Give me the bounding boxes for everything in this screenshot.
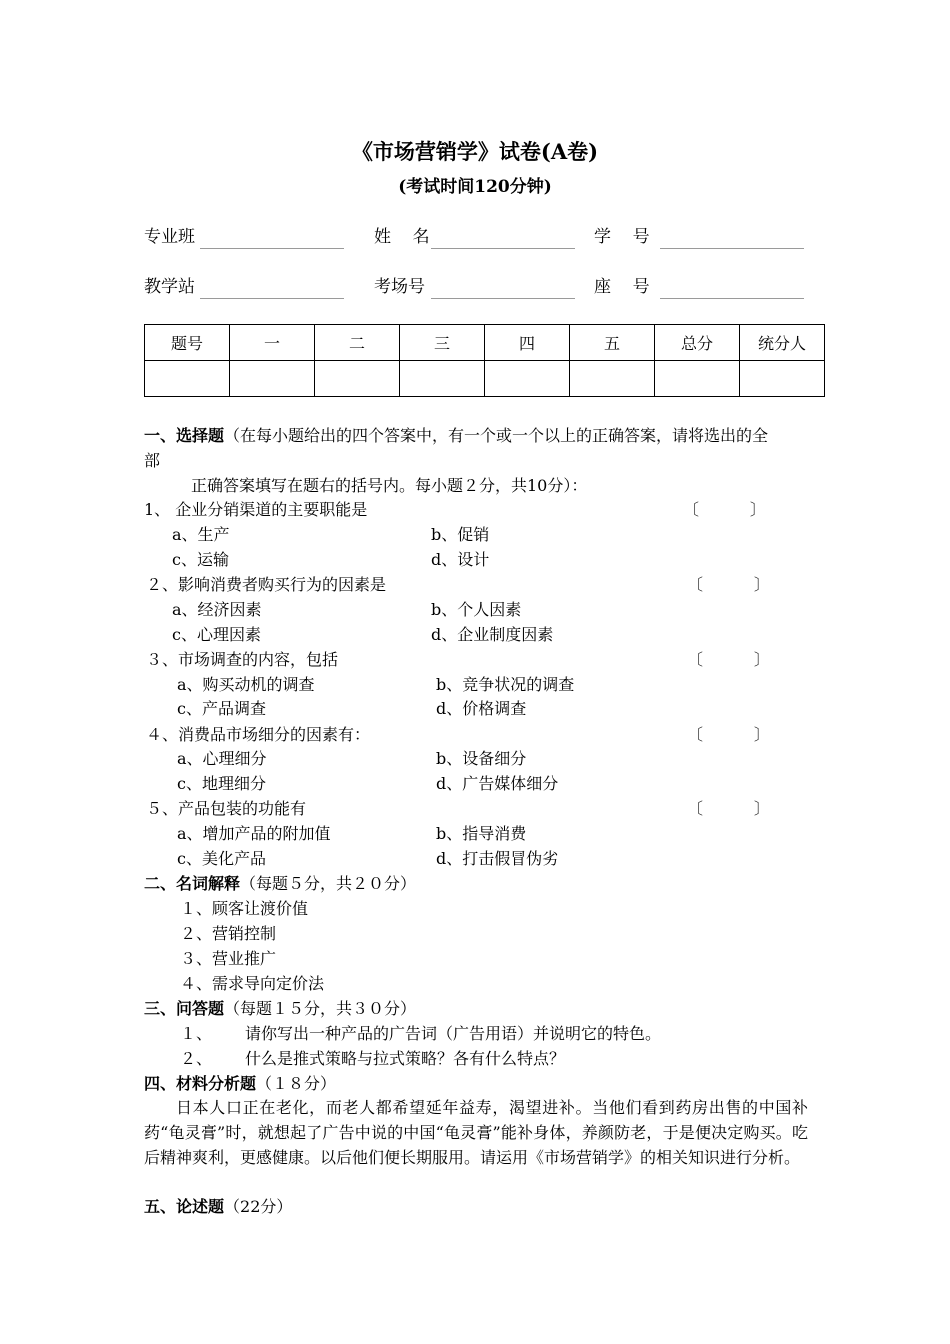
score-value-cell[interactable] (400, 361, 485, 397)
section2-heading: 二、名词解释 (144, 874, 241, 893)
section2-item-4: ４、需求导向定价法 (180, 974, 325, 993)
question-3-option-c: c、产品调查 (177, 699, 266, 718)
question-2-stem: ２、影响消费者购买行为的因素是 (146, 575, 387, 594)
question-3-option-b: b、竞争状况的调查 (436, 675, 575, 694)
section2-title-line (144, 876, 416, 892)
section2-item-1: １、顾客让渡价值 (180, 899, 309, 918)
section1-instruction-text: （在每小题给出的四个答案中，有一个或一个以上的正确答案，请将选出的全 (224, 426, 769, 445)
score-header-cell: 三 (400, 325, 485, 361)
section3-item-2-text: 什么是推式策略与拉式策略？各有什么特点？ (245, 1049, 566, 1068)
score-value-cell[interactable] (145, 361, 230, 397)
section5-heading: 五、论述题 (144, 1197, 225, 1216)
score-value-cell[interactable] (485, 361, 570, 397)
section4-title-line (144, 1076, 336, 1092)
seat-label: 座 号 (594, 277, 650, 297)
question-3-stem: ３、市场调查的内容，包括 (146, 650, 339, 669)
question-2-option-c: c、心理因素 (172, 625, 261, 644)
question-4-option-d: d、广告媒体细分 (436, 774, 559, 793)
question-4-option-b: b、设备细分 (436, 749, 527, 768)
section5-note: （22分） (224, 1197, 293, 1216)
question-1-option-c: c、运输 (172, 550, 229, 569)
section2-note: （每题５分，共２０分） (240, 874, 417, 893)
score-table (144, 324, 825, 397)
score-header-cell: 五 (570, 325, 655, 361)
score-value-cell[interactable] (655, 361, 740, 397)
section4-heading: 四、材料分析题 (144, 1074, 257, 1093)
question-4-option-c: c、地理细分 (177, 774, 266, 793)
section2-item-2: ２、营销控制 (180, 924, 277, 943)
question-3-answer-bracket[interactable]: 〔 〕 (687, 650, 770, 669)
score-value-cell[interactable] (740, 361, 825, 397)
question-3-option-d: d、价格调查 (436, 699, 527, 718)
question-2-option-d: d、企业制度因素 (431, 625, 554, 644)
section3-item-1-number: １、 (180, 1024, 213, 1043)
score-value-cell[interactable] (570, 361, 655, 397)
score-header-cell: 统分人 (740, 325, 825, 361)
score-value-cell[interactable] (230, 361, 315, 397)
exam-time: (考试时间120分钟) (398, 177, 552, 197)
major-class-underline[interactable] (200, 248, 344, 249)
section1-instruction-line3: 正确答案填写在题右的括号内。每小题２分，共10分）： (191, 476, 588, 495)
exam-room-underline[interactable] (431, 298, 575, 299)
score-header-cell: 题号 (145, 325, 230, 361)
section4-note: （１８分） (256, 1074, 337, 1093)
student-id-label: 学 号 (594, 227, 650, 247)
question-2-option-b: b、个人因素 (431, 600, 522, 619)
teaching-station-label: 教学站 (144, 277, 195, 297)
name-underline[interactable] (431, 248, 575, 249)
section2-item-3: ３、营业推广 (180, 949, 277, 968)
score-header-cell: 一 (230, 325, 315, 361)
question-5-option-b: b、指导消费 (436, 824, 527, 843)
question-2-option-a: a、经济因素 (172, 600, 262, 619)
name-label: 姓 名 (374, 227, 430, 247)
question-1-stem: 1、 企业分销渠道的主要职能是 (144, 500, 368, 519)
question-5-option-d: d、打击假冒伪劣 (436, 849, 559, 868)
exam-title: 《市场营销学》试卷(A卷) (351, 139, 599, 164)
question-5-option-a: a、增加产品的附加值 (177, 824, 331, 843)
section4-material-paragraph: 日本人口正在老化，而老人都希望延年益寿，渴望进补。当他们看到药房出售的中国补药“龟灵膏”时，就想起了广告中说的中国“龟灵膏”能补身体，养颜防老，于是便决定购买。吃后精神爽利，更感健康。以后他们便长期服用。请运用《市场营销学》的相关知识进行分析。 (144, 1098, 808, 1167)
section3-item-1-text: 请你写出一种产品的广告词（广告用语）并说明它的特色。 (245, 1024, 662, 1043)
section1-instruction-line1 (144, 428, 768, 444)
section1-instruction-line2: 部 (144, 451, 161, 470)
question-1-option-d: d、设计 (431, 550, 490, 569)
question-4-stem: ４、消费品市场细分的因素有： (146, 725, 371, 744)
question-1-option-b: b、促销 (431, 525, 490, 544)
question-5-stem: ５、产品包装的功能有 (146, 799, 307, 818)
score-header-cell: 二 (315, 325, 400, 361)
score-header-cell: 四 (485, 325, 570, 361)
student-id-underline[interactable] (660, 248, 804, 249)
exam-room-label: 考场号 (374, 277, 425, 297)
question-5-option-c: c、美化产品 (177, 849, 266, 868)
section3-title-line (144, 1001, 416, 1017)
teaching-station-underline[interactable] (200, 298, 344, 299)
section3-note: （每题１５分，共３０分） (224, 999, 417, 1018)
question-1-option-a: a、生产 (172, 525, 230, 544)
score-value-cell[interactable] (315, 361, 400, 397)
section1-heading: 一、选择题 (144, 426, 225, 445)
question-2-answer-bracket[interactable]: 〔 〕 (687, 575, 770, 594)
score-header-cell: 总分 (655, 325, 740, 361)
question-4-answer-bracket[interactable]: 〔 〕 (687, 725, 770, 744)
score-table-header-row (145, 325, 825, 361)
section5-title-line (144, 1199, 292, 1215)
score-table-value-row (145, 361, 825, 397)
question-3-option-a: a、购买动机的调查 (177, 675, 315, 694)
question-5-answer-bracket[interactable]: 〔 〕 (687, 799, 770, 818)
seat-underline[interactable] (660, 298, 804, 299)
section3-heading: 三、问答题 (144, 999, 225, 1018)
major-class-label: 专业班 (144, 227, 195, 247)
section3-item-2-number: ２、 (180, 1049, 213, 1068)
question-4-option-a: a、心理细分 (177, 749, 267, 768)
question-1-answer-bracket[interactable]: 〔 〕 (683, 500, 766, 519)
